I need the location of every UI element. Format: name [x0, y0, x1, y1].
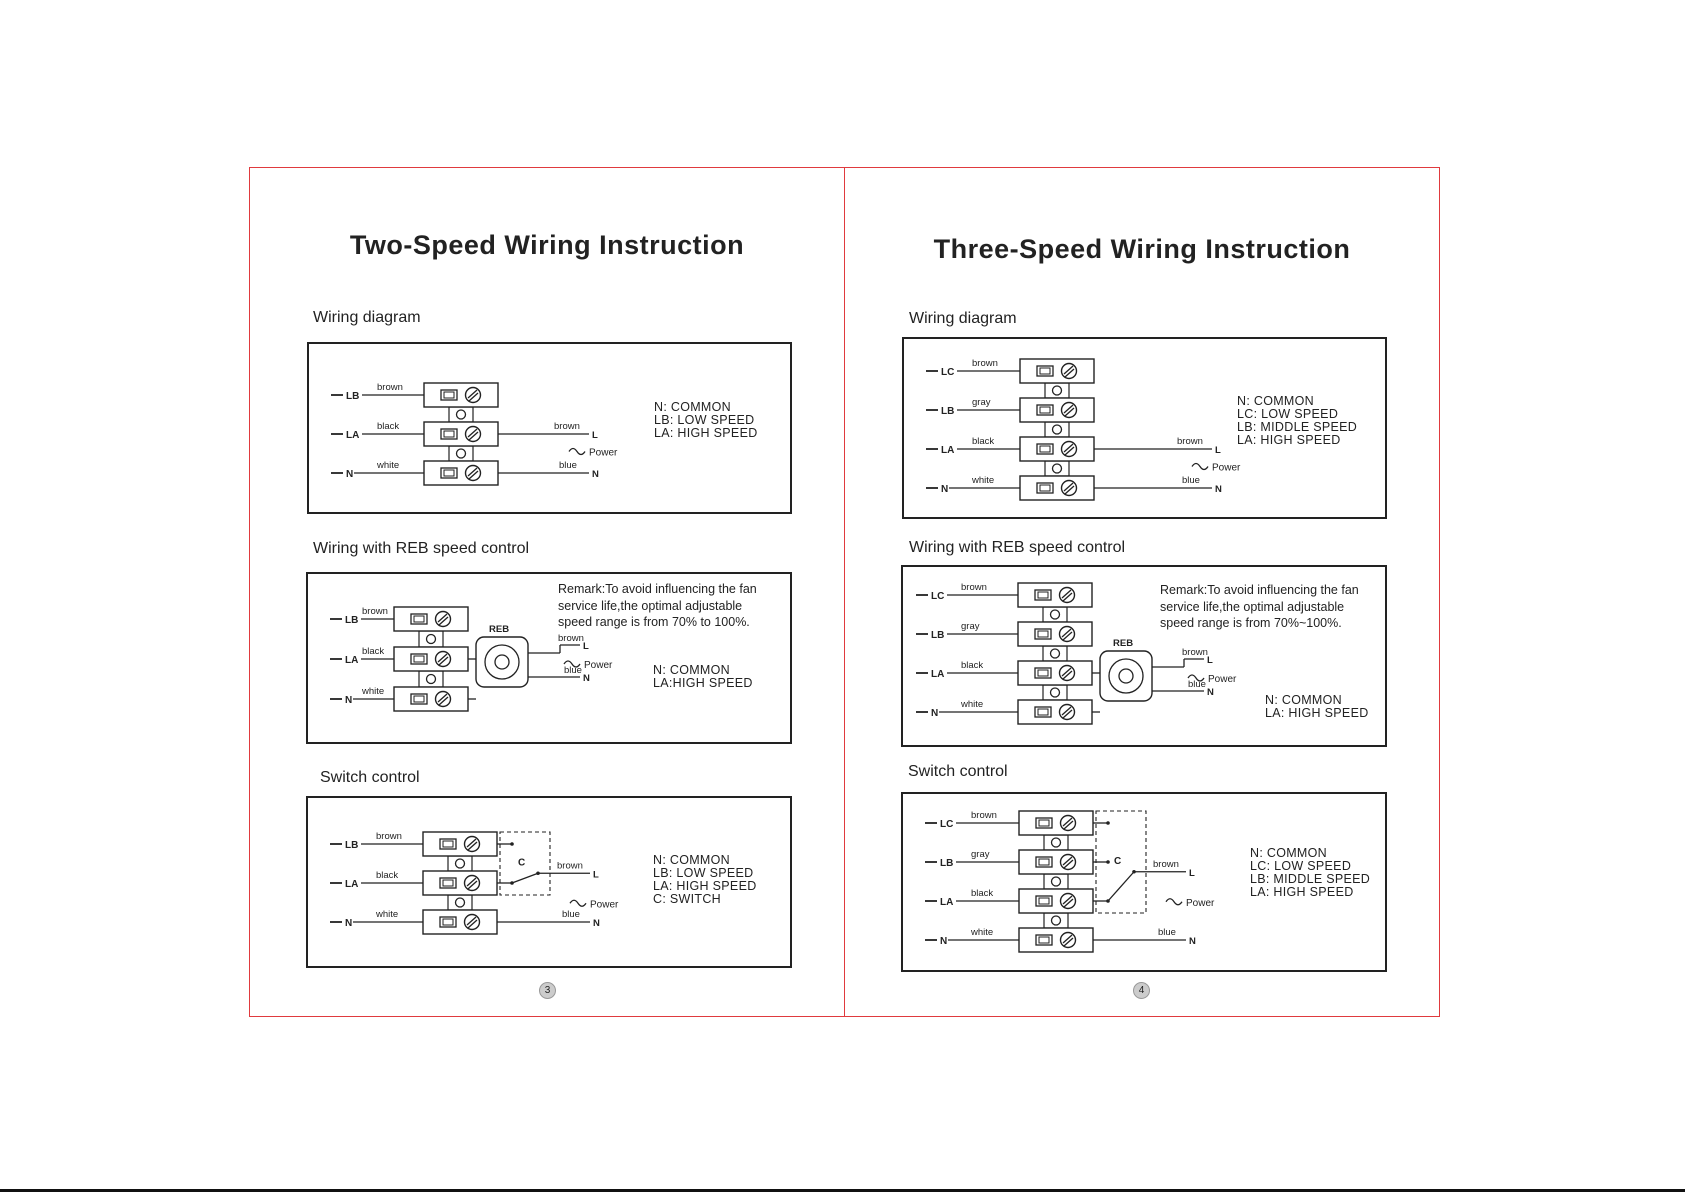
- terminal-block: [1020, 437, 1094, 461]
- section-heading-switch: Switch control: [320, 769, 420, 786]
- wire-color-label: black: [377, 421, 400, 432]
- terminal-screw: [436, 652, 451, 667]
- reb-label: REB: [489, 624, 510, 635]
- wire-color-label: white: [377, 460, 400, 471]
- terminal-body: [1019, 928, 1093, 952]
- link-ring: [1052, 916, 1061, 925]
- wire-color-label: white: [971, 927, 994, 938]
- legend-line: LA: HIGH SPEED: [1237, 433, 1341, 447]
- terminal-screw: [466, 388, 481, 403]
- wire-color-label: blue: [562, 909, 580, 920]
- wiring-diagram-svg: [904, 339, 1385, 517]
- terminal-body: [1018, 700, 1092, 724]
- switch-contact: [1106, 821, 1110, 825]
- terminal-block: [424, 383, 498, 407]
- terminal-body: [424, 383, 498, 407]
- power-label: Power: [590, 899, 619, 911]
- legend-line: N: COMMON: [1237, 394, 1314, 408]
- terminal-screw: [1061, 816, 1076, 831]
- terminal-screw: [1060, 705, 1075, 720]
- wire-color-label: black: [961, 660, 984, 671]
- right-page: [844, 167, 1440, 1017]
- switch-arm: [512, 873, 538, 883]
- left-page: [249, 167, 845, 1017]
- switch-label: C: [1114, 856, 1122, 867]
- terminal-label: LC: [941, 367, 955, 378]
- terminal-body: [1018, 583, 1092, 607]
- reb-knob: [495, 655, 509, 669]
- page-number: 4: [1133, 982, 1150, 999]
- terminal-block: [1018, 661, 1092, 685]
- section-heading-reb: Wiring with REB speed control: [313, 540, 530, 557]
- neutral-label: N: [583, 673, 590, 684]
- terminal-block: [394, 647, 468, 671]
- terminal-block: [1018, 583, 1092, 607]
- link-ring: [1053, 464, 1062, 473]
- terminal-body: [1019, 811, 1093, 835]
- wire-color-label: blue: [564, 665, 582, 676]
- terminal-body: [424, 422, 498, 446]
- link-ring: [1052, 838, 1061, 847]
- terminal-label: LA: [940, 897, 954, 908]
- wiring-diagram-svg: [308, 798, 790, 966]
- legend-line: N: COMMON: [1250, 846, 1327, 860]
- terminal-label: LB: [941, 406, 955, 417]
- terminal-label: N: [941, 484, 949, 495]
- wire-color-label: brown: [1177, 436, 1203, 447]
- terminal-body: [1019, 889, 1093, 913]
- legend-line: LA: HIGH SPEED: [653, 879, 757, 893]
- terminal-screw: [1060, 666, 1075, 681]
- terminal-block: [1020, 398, 1094, 422]
- wire-color-label: white: [376, 909, 399, 920]
- wire-color-label: white: [961, 699, 984, 710]
- neutral-label: N: [1215, 484, 1222, 495]
- reb-label: REB: [1113, 638, 1134, 649]
- terminal-block: [1018, 622, 1092, 646]
- legend-line: LB: LOW SPEED: [653, 866, 754, 880]
- terminal-block: [423, 910, 497, 934]
- wire-color-label: black: [972, 436, 995, 447]
- legend-line: LB: MIDDLE SPEED: [1250, 872, 1371, 886]
- remark-line: speed range is from 70% to 100%.: [558, 615, 750, 629]
- legend-line: LC: LOW SPEED: [1250, 859, 1352, 873]
- terminal-screw: [465, 876, 480, 891]
- terminal-label: N: [345, 695, 353, 706]
- link-ring: [1051, 688, 1060, 697]
- terminal-block: [1019, 889, 1093, 913]
- switch-label: C: [518, 857, 526, 869]
- legend-line: LA:HIGH SPEED: [653, 676, 753, 690]
- link-ring: [457, 449, 466, 458]
- wire-color-label: gray: [971, 849, 990, 860]
- legend-line: N: COMMON: [653, 853, 730, 867]
- section-heading-wiring-diagram: Wiring diagram: [909, 310, 1017, 327]
- section-heading-wiring-diagram: Wiring diagram: [313, 309, 421, 326]
- terminal-body: [423, 832, 497, 856]
- terminal-block: [394, 607, 468, 631]
- terminal-block: [423, 871, 497, 895]
- wire-color-label: white: [362, 686, 385, 697]
- wire-color-label: brown: [971, 810, 997, 821]
- terminal-block: [1020, 476, 1094, 500]
- line-label: L: [593, 869, 599, 881]
- terminal-screw: [1060, 588, 1075, 603]
- reb-knob: [1119, 669, 1133, 683]
- link-ring: [456, 859, 465, 868]
- legend-line: LA: HIGH SPEED: [1265, 706, 1369, 720]
- wire-color-label: black: [362, 646, 385, 657]
- terminal-screw: [465, 915, 480, 930]
- page-number: 3: [539, 982, 556, 999]
- terminal-screw: [1062, 403, 1077, 418]
- terminal-screw: [1061, 855, 1076, 870]
- terminal-block: [1020, 359, 1094, 383]
- link-ring: [457, 410, 466, 419]
- terminal-block: [1019, 928, 1093, 952]
- wire-color-label: black: [971, 888, 994, 899]
- wire-color-label: black: [376, 870, 399, 881]
- legend-line: LB: LOW SPEED: [654, 413, 755, 427]
- wire-color-label: brown: [1153, 858, 1179, 870]
- switch-arm: [1108, 872, 1134, 901]
- terminal-label: N: [931, 708, 939, 719]
- page-title: Two-Speed Wiring Instruction: [349, 230, 745, 260]
- switch-contact: [510, 842, 514, 846]
- line-label: L: [1189, 867, 1195, 879]
- terminal-label: LA: [345, 879, 359, 890]
- line-label: L: [583, 641, 589, 652]
- wire-color-label: brown: [554, 421, 580, 432]
- switch-contact: [1106, 860, 1110, 864]
- terminal-screw: [1061, 894, 1076, 909]
- reb-wiring-box: [901, 565, 1387, 747]
- terminal-screw: [466, 466, 481, 481]
- link-ring: [456, 898, 465, 907]
- terminal-body: [394, 647, 468, 671]
- remark-line: service life,the optimal adjustable: [558, 598, 743, 613]
- wire-color-label: brown: [1182, 647, 1208, 658]
- terminal-body: [1020, 398, 1094, 422]
- link-ring: [1051, 610, 1060, 619]
- legend-line: LA: HIGH SPEED: [654, 426, 758, 440]
- terminal-screw: [436, 692, 451, 707]
- line-label: L: [1215, 445, 1221, 456]
- wiring-diagram-box: [902, 337, 1387, 519]
- legend-line: LC: LOW SPEED: [1237, 407, 1339, 421]
- wire-color-label: blue: [559, 460, 577, 471]
- terminal-label: LA: [346, 430, 360, 441]
- terminal-screw: [1062, 442, 1077, 457]
- wire-color-label: brown: [558, 633, 584, 644]
- terminal-body: [423, 871, 497, 895]
- legend-line: N: COMMON: [1265, 693, 1342, 707]
- wire-color-label: brown: [972, 358, 998, 369]
- wiring-diagram-box: [307, 342, 792, 514]
- terminal-body: [394, 687, 468, 711]
- terminal-block: [1019, 811, 1093, 835]
- terminal-screw: [1061, 933, 1076, 948]
- legend-line: N: COMMON: [654, 400, 731, 414]
- legend-line: N: COMMON: [653, 663, 730, 677]
- terminal-screw: [1062, 364, 1077, 379]
- wire-color-label: brown: [557, 860, 583, 872]
- terminal-label: LA: [345, 655, 359, 666]
- wire-color-label: brown: [376, 831, 402, 842]
- reb-wiring-box: [306, 572, 792, 744]
- wire-color-label: brown: [961, 582, 987, 593]
- section-heading-switch: Switch control: [908, 763, 1008, 780]
- terminal-label: N: [345, 918, 353, 929]
- legend-line: LA: HIGH SPEED: [1250, 885, 1354, 899]
- terminal-body: [1020, 437, 1094, 461]
- legend-line: C: SWITCH: [653, 892, 721, 906]
- terminal-block: [423, 832, 497, 856]
- terminal-label: LA: [941, 445, 955, 456]
- remark-line: Remark:To avoid influencing the fan: [1160, 583, 1359, 597]
- tilde-icon: [570, 900, 586, 906]
- terminal-label: LB: [345, 840, 359, 851]
- wiring-diagram-svg: [903, 794, 1385, 970]
- link-ring: [1052, 877, 1061, 886]
- terminal-body: [1019, 850, 1093, 874]
- terminal-label: LB: [940, 858, 954, 869]
- terminal-body: [1018, 661, 1092, 685]
- legend-line: LB: MIDDLE SPEED: [1237, 420, 1358, 434]
- wire-color-label: gray: [972, 397, 991, 408]
- terminal-label: LB: [345, 615, 359, 626]
- terminal-label: N: [346, 469, 354, 480]
- wire-color-label: white: [972, 475, 995, 486]
- terminal-screw: [1062, 481, 1077, 496]
- link-ring: [1053, 386, 1062, 395]
- terminal-label: LC: [940, 819, 954, 830]
- wiring-diagram-svg: [309, 344, 790, 512]
- power-label: Power: [1186, 897, 1215, 909]
- terminal-label: N: [940, 936, 948, 947]
- tilde-icon: [1192, 464, 1208, 470]
- terminal-block: [394, 687, 468, 711]
- link-ring: [427, 635, 436, 644]
- terminal-block: [1019, 850, 1093, 874]
- link-ring: [1053, 425, 1062, 434]
- terminal-screw: [1060, 627, 1075, 642]
- terminal-screw: [465, 837, 480, 852]
- tilde-icon: [569, 449, 585, 455]
- terminal-block: [424, 461, 498, 485]
- terminal-body: [1020, 476, 1094, 500]
- switch-wiring-box: [901, 792, 1387, 972]
- line-label: L: [1207, 655, 1213, 666]
- tilde-icon: [1166, 899, 1182, 905]
- terminal-label: LB: [931, 630, 945, 641]
- terminal-body: [423, 910, 497, 934]
- link-ring: [427, 675, 436, 684]
- wire-color-label: gray: [961, 621, 980, 632]
- remark-line: speed range is from 70%~100%.: [1160, 616, 1342, 630]
- wire-color-label: brown: [377, 382, 403, 393]
- remark-line: service life,the optimal adjustable: [1160, 599, 1345, 614]
- terminal-body: [1020, 359, 1094, 383]
- remark-line: Remark:To avoid influencing the fan: [558, 582, 757, 596]
- neutral-label: N: [592, 469, 599, 480]
- neutral-label: N: [1189, 936, 1196, 947]
- terminal-label: LA: [931, 669, 945, 680]
- switch-wiring-box: [306, 796, 792, 968]
- section-heading-reb: Wiring with REB speed control: [909, 539, 1126, 556]
- power-label: Power: [1208, 674, 1237, 685]
- neutral-label: N: [593, 918, 600, 929]
- terminal-body: [1018, 622, 1092, 646]
- link-ring: [1051, 649, 1060, 658]
- terminal-screw: [436, 612, 451, 627]
- terminal-label: LB: [346, 391, 360, 402]
- terminal-body: [394, 607, 468, 631]
- terminal-block: [1018, 700, 1092, 724]
- terminal-label: LC: [931, 591, 945, 602]
- terminal-body: [424, 461, 498, 485]
- power-label: Power: [584, 660, 613, 671]
- wire-color-label: brown: [362, 606, 388, 617]
- wiring-diagram-svg: [308, 574, 790, 742]
- line-label: L: [592, 430, 598, 441]
- power-label: Power: [589, 447, 618, 459]
- power-label: Power: [1212, 462, 1241, 474]
- neutral-label: N: [1207, 687, 1214, 698]
- wire-color-label: blue: [1188, 679, 1206, 690]
- wire-color-label: blue: [1158, 927, 1176, 938]
- wiring-diagram-svg: [903, 567, 1385, 745]
- wire-color-label: blue: [1182, 475, 1200, 486]
- page-title: Three-Speed Wiring Instruction: [933, 234, 1351, 264]
- terminal-block: [424, 422, 498, 446]
- terminal-screw: [466, 427, 481, 442]
